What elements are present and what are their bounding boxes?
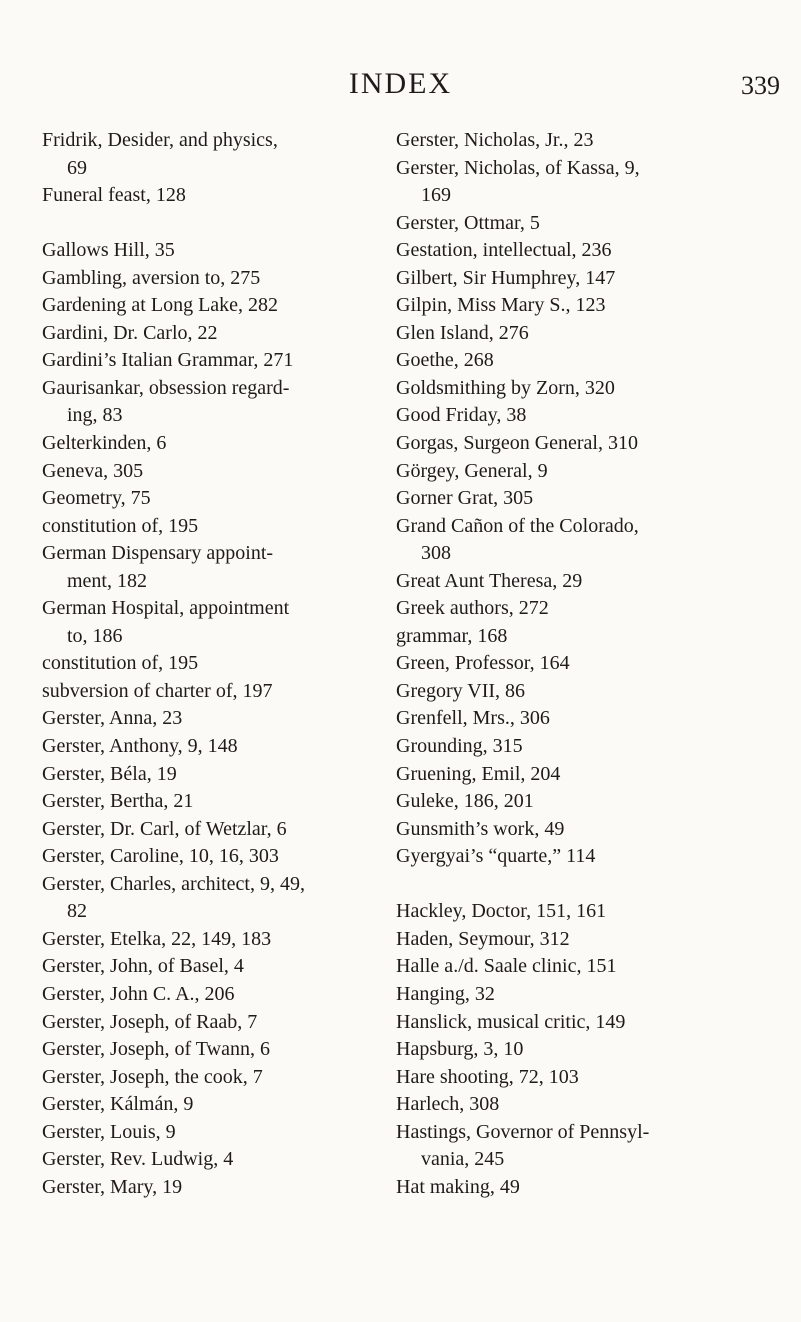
index-entry: Halle a./d. Saale clinic, 151 <box>396 955 617 978</box>
index-column-right <box>396 127 772 1201</box>
index-entry: Good Friday, 38 <box>396 404 527 427</box>
page-number: 339 <box>741 71 780 100</box>
index-entry: Harlech, 308 <box>396 1093 500 1116</box>
index-entry: Glen Island, 276 <box>396 321 529 344</box>
index-entry: Geometry, 75 <box>42 487 151 510</box>
index-entry: Gerster, Nicholas, of Kassa, 9, 169 <box>396 156 640 207</box>
index-entry: Gorner Grat, 305 <box>396 487 534 510</box>
section-gap <box>42 210 418 238</box>
index-entry: Hare shooting, 72, 103 <box>396 1065 579 1088</box>
index-entry: Gardini’s Italian Grammar, 271 <box>42 349 294 372</box>
index-entry: Gregory VII, 86 <box>396 679 526 702</box>
index-entry: Gerster, Anthony, 9, 148 <box>42 735 238 758</box>
index-entry: Gerster, Joseph, of Raab, 7 <box>42 1010 258 1033</box>
index-entry: Gerster, Nicholas, Jr., 23 <box>396 129 594 151</box>
index-entry: Grenfell, Mrs., 306 <box>396 707 550 730</box>
index-entry: Gerster, Louis, 9 <box>42 1120 176 1143</box>
index-entry: Gardini, Dr. Carlo, 22 <box>42 321 218 344</box>
index-entry: Gaurisankar, obsession regard- ing, 83 <box>42 376 290 427</box>
index-entry: Hanslick, musical critic, 149 <box>396 1010 626 1033</box>
index-entry: Great Aunt Theresa, 29 <box>396 569 583 592</box>
index-entry: Hapsburg, 3, 10 <box>396 1038 524 1061</box>
index-entry: Gerster, Mary, 19 <box>42 1175 183 1198</box>
index-entry: Gestation, intellectual, 236 <box>396 239 612 262</box>
index-subentry: subversion of charter of, 197 <box>42 679 273 702</box>
index-entry: Grand Cañon of the Colorado, 308 <box>396 514 639 565</box>
index-entry: Goldsmithing by Zorn, 320 <box>396 376 615 399</box>
index-entry: Gardening at Long Lake, 282 <box>42 294 279 317</box>
index-entry: Gerster, Dr. Carl, of Wetzlar, 6 <box>42 817 287 840</box>
index-entry: Hat making, 49 <box>396 1175 520 1198</box>
index-entry: Green, Professor, 164 <box>396 652 570 675</box>
index-entry: Gerster, John, of Basel, 4 <box>42 955 244 978</box>
index-entry: Gerster, Joseph, the cook, 7 <box>42 1065 263 1088</box>
index-entry: Gambling, aversion to, 275 <box>42 266 261 289</box>
index-entry: Gerster, John C. A., 206 <box>42 982 235 1005</box>
index-entry: Gerster, Kálmán, 9 <box>42 1093 194 1116</box>
index-entry: Haden, Seymour, 312 <box>396 927 570 950</box>
index-entry: Geneva, 305 <box>42 459 144 482</box>
index-entry: Gerster, Ottmar, 5 <box>396 211 540 234</box>
index-entry: Gallows Hill, 35 <box>42 239 175 262</box>
section-gap <box>396 871 772 899</box>
index-entry: Grounding, 315 <box>396 735 523 758</box>
index-entry: Gerster, Béla, 19 <box>42 762 177 785</box>
index-entry: Gorgas, Surgeon General, 310 <box>396 432 638 455</box>
index-entry: German Hospital, appointment to, 186 <box>42 597 290 647</box>
index-entry: Gerster, Caroline, 10, 16, 303 <box>42 845 279 868</box>
index-subentry: constitution of, 195 <box>42 514 199 537</box>
index-entry: Gerster, Anna, 23 <box>42 707 183 730</box>
index-entry: Görgey, General, 9 <box>396 459 548 482</box>
index-entry: Hanging, 32 <box>396 982 495 1005</box>
index-entry: Gilbert, Sir Humphrey, 147 <box>396 266 616 289</box>
index-entry: Gerster, Etelka, 22, 149, 183 <box>42 927 272 950</box>
index-entry: Goethe, 268 <box>396 349 494 372</box>
index-entry: Guleke, 186, 201 <box>396 790 534 813</box>
index-entry: Greek authors, 272 <box>396 597 549 620</box>
page-title: INDEX <box>348 67 453 100</box>
index-entry: Gerster, Rev. Ludwig, 4 <box>42 1148 234 1171</box>
index-entry: Gerster, Charles, architect, 9, 49, 82 <box>42 872 305 923</box>
index-entry: Gerster, Joseph, of Twann, 6 <box>42 1038 270 1061</box>
index-entry: Hastings, Governor of Pennsyl- vania, 245 <box>396 1120 650 1171</box>
index-column-left <box>42 127 418 1201</box>
index-subentry: constitution of, 195 <box>42 652 199 675</box>
index-entry: Gruening, Emil, 204 <box>396 762 561 785</box>
index-entry: Fridrik, Desider, and physics, 69 <box>42 129 278 179</box>
index-entry: Gilpin, Miss Mary S., 123 <box>396 294 606 317</box>
index-entry: Gelterkinden, 6 <box>42 432 167 455</box>
index-entry: Gunsmith’s work, 49 <box>396 817 565 840</box>
index-entry: Gyergyai’s “quarte,” 114 <box>396 845 596 868</box>
index-subentry: grammar, 168 <box>396 624 508 647</box>
index-entry: Hackley, Doctor, 151, 161 <box>396 900 607 923</box>
index-entry: Funeral feast, 128 <box>42 184 186 207</box>
index-entry: German Dispensary appoint- ment, 182 <box>42 542 274 592</box>
index-entry: Gerster, Bertha, 21 <box>42 790 194 813</box>
